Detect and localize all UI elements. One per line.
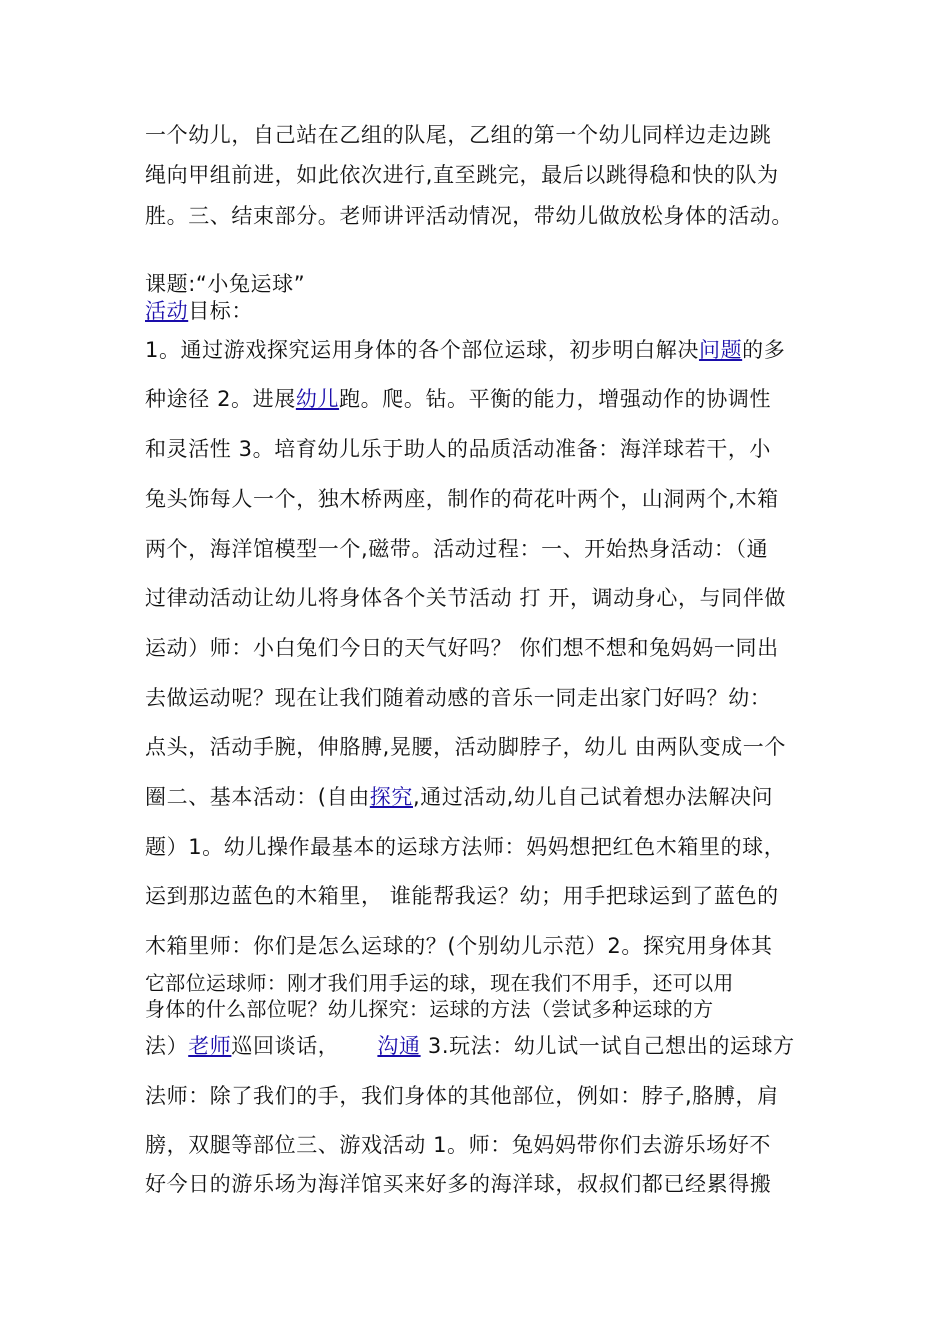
line-text: 目标： bbox=[188, 299, 254, 323]
line-text: 身体的什么部位呢？幼儿探究：运球的方法（尝试多种运球的方 bbox=[145, 997, 714, 1021]
line-text: 好今日的游乐场为海洋馆买来好多的海洋球，叔叔们都已经累得搬 bbox=[145, 1172, 772, 1196]
lesson-title bbox=[145, 271, 305, 297]
text-line-8 bbox=[145, 436, 771, 462]
line-text: 运动）师：小白兔们今日的天气好吗？ 你们想不想和兔妈妈一同出 bbox=[145, 636, 779, 660]
text-line-16 bbox=[145, 834, 785, 860]
text-line-18 bbox=[145, 933, 773, 959]
line-text: 一个幼儿，自己站在乙组的队尾，乙组的第一个幼儿同样边走边跳 bbox=[145, 123, 772, 147]
line-text: 的多 bbox=[742, 338, 786, 362]
line-text: 去做运动呢？现在让我们随着动感的音乐一同走出家门好吗？幼： bbox=[145, 686, 772, 710]
text-line-3 bbox=[145, 203, 793, 229]
text-line-10 bbox=[145, 536, 768, 562]
line-text: 木箱里师：你们是怎么运球的？(个别幼儿示范）2。探究用身体其 bbox=[145, 934, 773, 958]
line-text: 两个，海洋馆模型一个,磁带。活动过程：一、开始热身活动：（通 bbox=[145, 537, 769, 561]
link-explore[interactable]: 探究 bbox=[369, 785, 413, 809]
link-problem[interactable]: 问题 bbox=[698, 338, 743, 362]
line-text: 圈二、基本活动：(自由 bbox=[145, 785, 370, 809]
text-line-2 bbox=[145, 162, 779, 188]
text-line-9 bbox=[145, 486, 779, 512]
line-text: 和灵活性 3。培育幼儿乐于助人的品质活动准备：海洋球若干，小 bbox=[145, 437, 772, 461]
text-line-14 bbox=[145, 734, 786, 760]
link-communicate[interactable]: 沟通 bbox=[377, 1034, 421, 1058]
text-line-21 bbox=[145, 1033, 795, 1059]
text-line-22 bbox=[145, 1083, 779, 1109]
text-line-15 bbox=[145, 784, 773, 810]
text-line-17 bbox=[145, 883, 779, 909]
line-text: 法师：除了我们的手，我们身体的其他部位，例如：脖子,胳膊，肩 bbox=[145, 1084, 779, 1108]
line-text: ,通过活动,幼儿自己试着想办法解决问 bbox=[413, 785, 774, 809]
line-text: 题）1。幼儿操作最基本的运球方法师：妈妈想把红色木箱里的球， bbox=[145, 835, 786, 859]
link-activity[interactable]: 活动 bbox=[145, 299, 189, 323]
objectives-heading bbox=[145, 298, 253, 324]
line-text: 运到那边蓝色的木箱里， 谁能帮我运？幼；用手把球运到了蓝色的 bbox=[145, 884, 779, 908]
line-text: 兔头饰每人一个，独木桥两座，制作的荷花叶两个，山洞两个,木箱 bbox=[145, 487, 779, 511]
line-text: 过律动活动让幼儿将身体各个关节活动 打 开，调动身心，与同伴做 bbox=[145, 586, 786, 610]
text-line-6 bbox=[145, 337, 785, 363]
link-child[interactable]: 幼儿 bbox=[295, 387, 340, 411]
text-line-1 bbox=[145, 122, 771, 148]
text-line-12 bbox=[145, 635, 779, 661]
line-text: 1。通过游戏探究运用身体的各个部位运球，初步明白解决 bbox=[145, 338, 699, 362]
line-text: 法） bbox=[145, 1034, 189, 1058]
line-text: 巡回谈话， bbox=[231, 1034, 340, 1058]
text-line-19 bbox=[145, 970, 734, 996]
line-text: 跑。爬。钻。平衡的能力，增强动作的协调性 bbox=[339, 387, 772, 411]
line-text: 绳向甲组前进，如此依次进行,直至跳完，最后以跳得稳和快的队为 bbox=[145, 163, 779, 187]
text-line-11 bbox=[145, 585, 786, 611]
text-line-24 bbox=[145, 1171, 771, 1197]
line-text: 胜。三、结束部分。老师讲评活动情况，带幼儿做放松身体的活动。 bbox=[145, 204, 793, 228]
text-line-20 bbox=[145, 996, 713, 1022]
text-line-7 bbox=[145, 386, 771, 412]
text-line-13 bbox=[145, 685, 771, 711]
text-line-23 bbox=[145, 1132, 771, 1158]
line-text: 点头，活动手腕，伸胳膊,晃腰，活动脚脖子，幼儿 由两队变成一个 bbox=[145, 735, 786, 759]
line-text: 种途径 2。进展 bbox=[145, 387, 296, 411]
line-text: 它部位运球师：刚才我们用手运的球，现在我们不用手，还可以用 bbox=[145, 971, 734, 995]
link-teacher[interactable]: 老师 bbox=[188, 1034, 232, 1058]
line-text: 膀，双腿等部位三、游戏活动 1。师：兔妈妈带你们去游乐场好不 bbox=[145, 1133, 772, 1157]
line-text: 3.玩法：幼儿试一试自己想出的运球方 bbox=[420, 1034, 795, 1058]
line-text: 课题:“小兔运球” bbox=[145, 272, 306, 296]
